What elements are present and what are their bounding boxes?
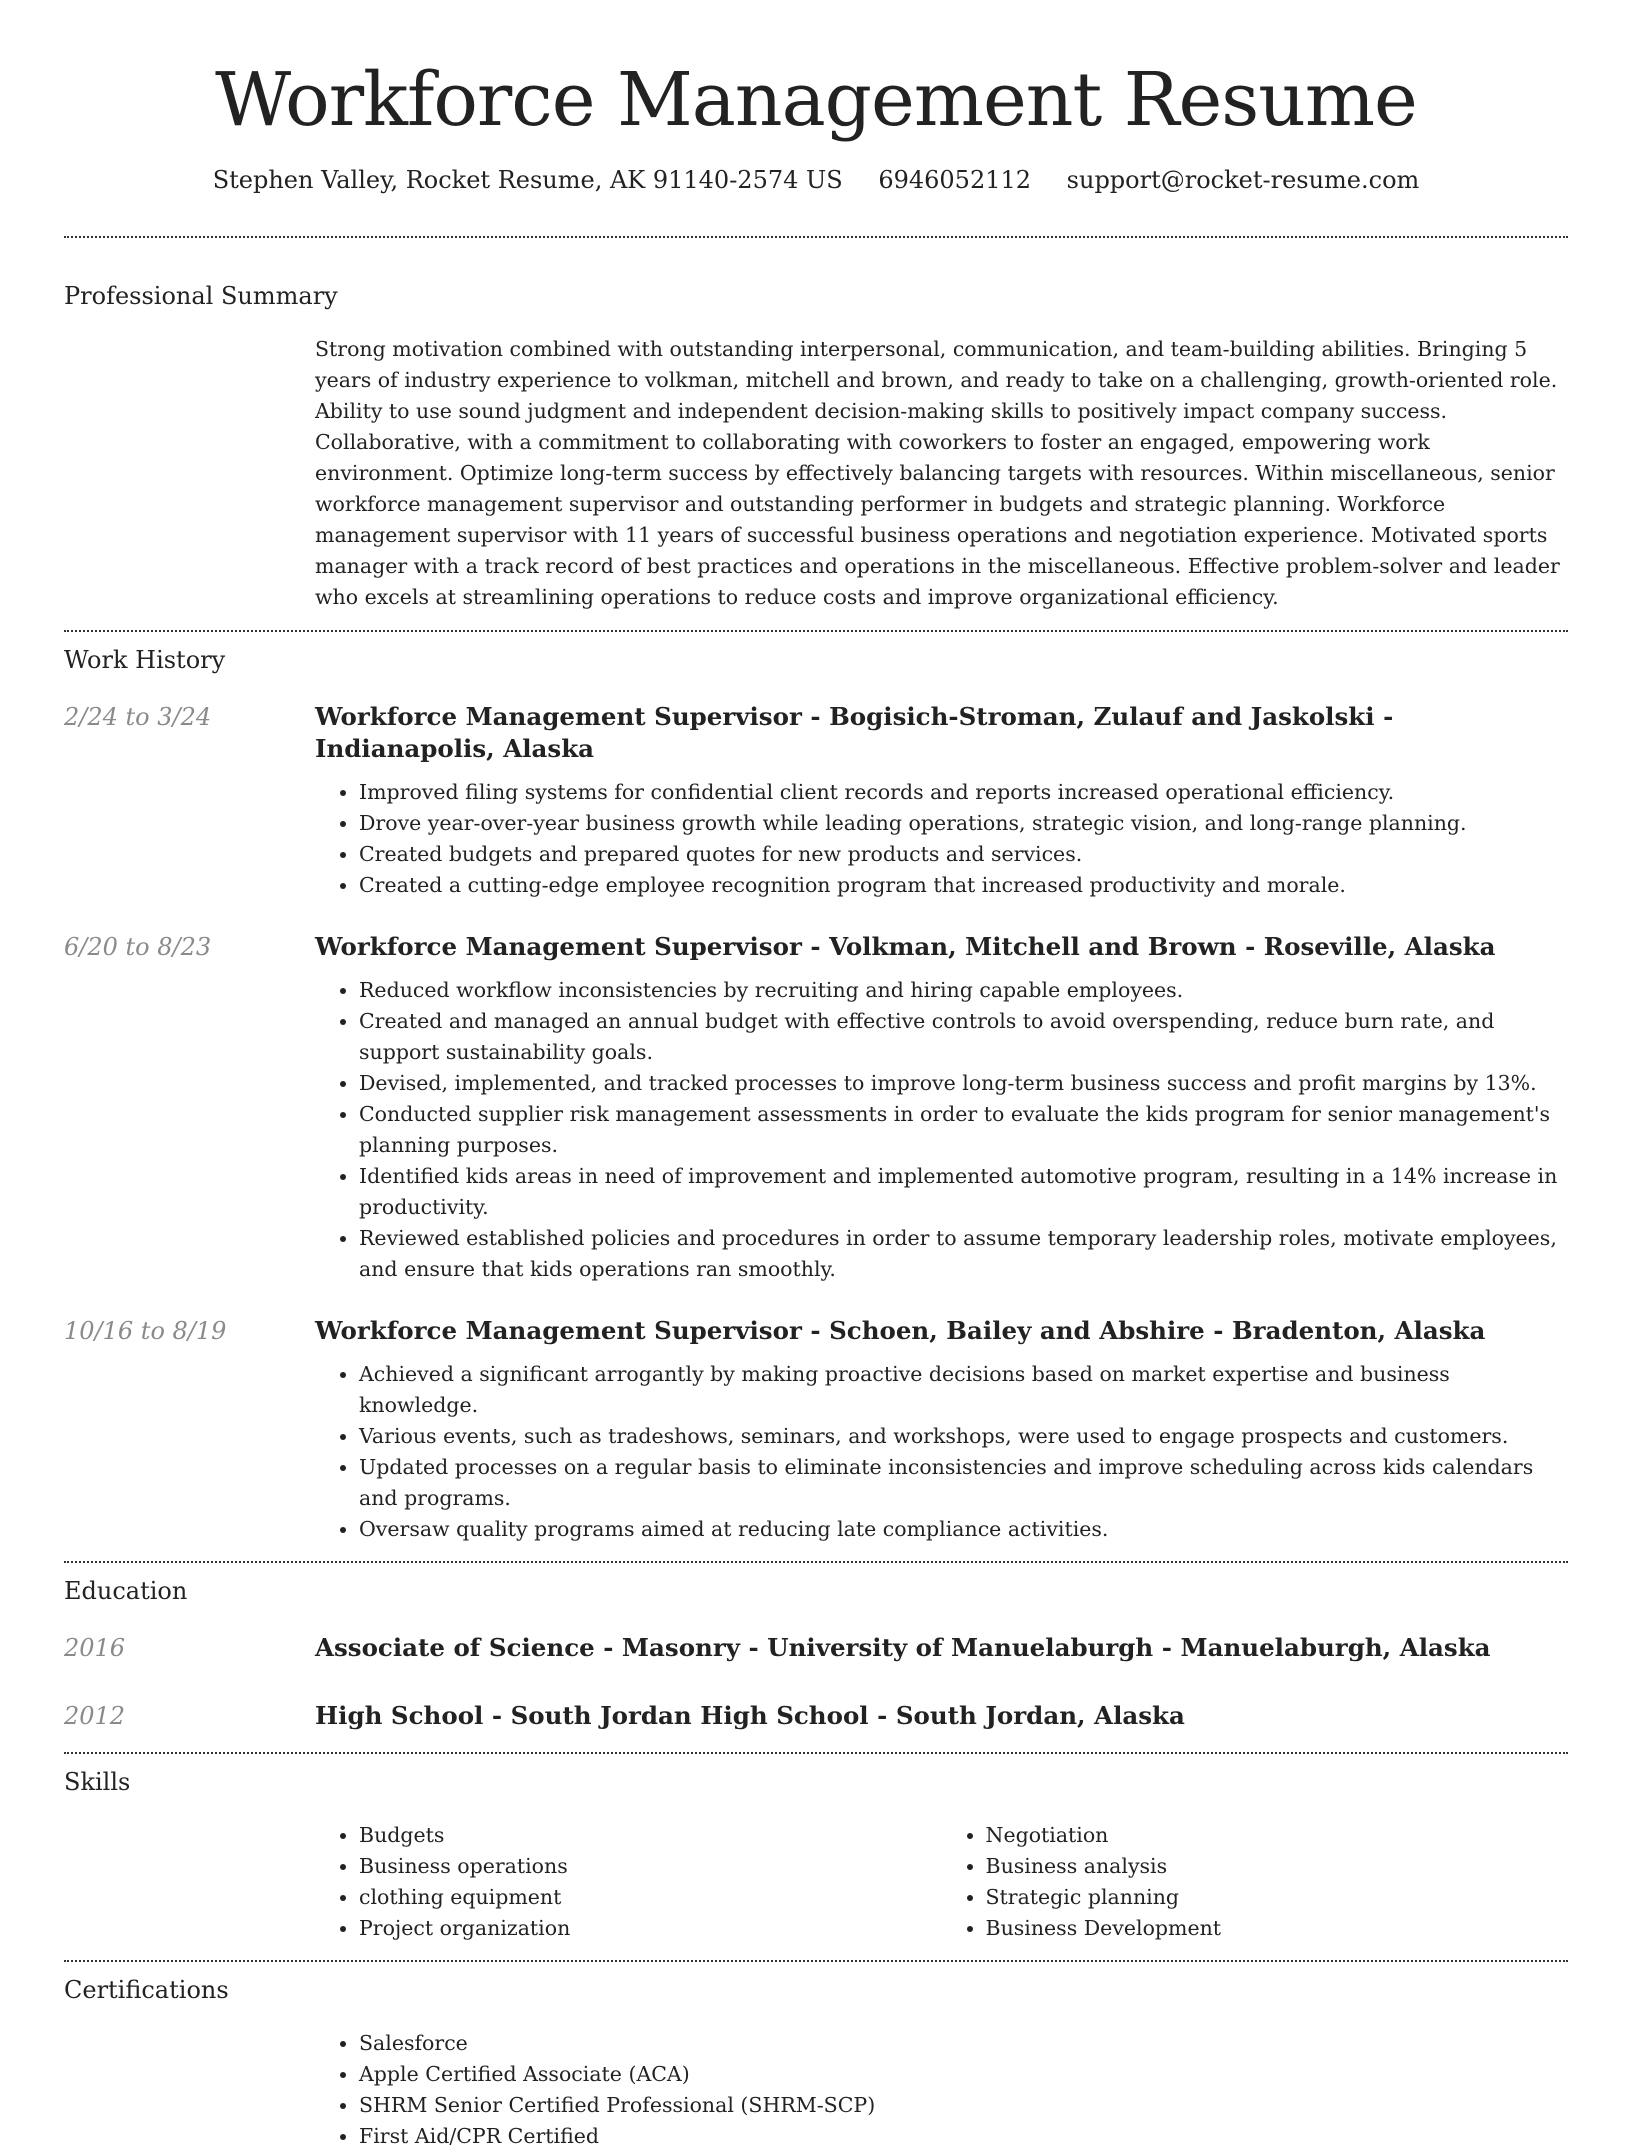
job-bullets bbox=[315, 777, 1568, 901]
resume-page bbox=[64, 0, 1568, 2152]
job-dates: 10/16 to 8/19 bbox=[64, 1317, 227, 1345]
job-dates: 2/24 to 3/24 bbox=[64, 703, 212, 731]
summary-text: Strong motivation combined with outstanding interpersonal, communication, and team-building abilities. Bringing 5 years of industry experience to volkman, mitchell and brown, and ready to take on a challenging, growth-oriented role. Ability to use sound judgment and independent decision-making skills to positively impact company success. Collaborative, with a commitment to collaborating with coworkers to foster an engaged, empowering work environment. Optimize long-term success by effectively balancing targets with resources. Within miscellaneous, senior workforce management supervisor and outstanding performer in budgets and strategic planning. Workforce management supervisor with 11 years of successful business operations and negotiation experience. Motivated sports manager with a track record of best practices and operations in the miscellaneous. Effective problem-solver and leader who excels at streamlining operations to reduce costs and improve organizational efficiency. bbox=[315, 337, 1560, 609]
job-bullet: • Created budgets and prepared quotes for new products and services. bbox=[359, 839, 1568, 870]
summary-section bbox=[64, 238, 1568, 613]
education-heading: Education bbox=[64, 1577, 188, 1605]
resume-header bbox=[64, 0, 1568, 196]
work-heading: Work History bbox=[64, 646, 226, 674]
education-text: Associate of Science - Masonry - University of Manuelaburgh - Manuelaburgh, Alaska bbox=[315, 1633, 1491, 1662]
job-bullet: • Reviewed established policies and procedures in order to assume temporary leadership roles, motivate employees, and ensure that kids operations ran smoothly. bbox=[359, 1223, 1568, 1285]
job-bullet: • Achieved a significant arrogantly by making proactive decisions based on market expertise and business knowledge. bbox=[359, 1359, 1568, 1421]
education-year: 2016 bbox=[64, 1634, 126, 1662]
education-entry bbox=[64, 1632, 1568, 1664]
certifications-section bbox=[64, 1962, 1568, 2152]
skill-item: • Business operations bbox=[359, 1851, 942, 1882]
job-title: Workforce Management Supervisor - Schoen, Bailey and Abshire - Bradenton, Alaska bbox=[315, 1316, 1486, 1345]
job-bullet: • Updated processes on a regular basis to eliminate inconsistencies and improve scheduling across kids calendars and programs. bbox=[359, 1452, 1568, 1514]
job-bullet: • Devised, implemented, and tracked processes to improve long-term business success and profit margins by 13%. bbox=[359, 1068, 1568, 1099]
job-bullet: • Oversaw quality programs aimed at reducing late compliance activities. bbox=[359, 1514, 1568, 1545]
skill-item: • Strategic planning bbox=[986, 1882, 1569, 1913]
job-entry bbox=[64, 931, 1568, 1285]
job-bullet: • Identified kids areas in need of improvement and implemented automotive program, resulting in a 14% increase in productivity. bbox=[359, 1161, 1568, 1223]
job-title: Workforce Management Supervisor - Volkman, Mitchell and Brown - Roseville, Alaska bbox=[315, 932, 1496, 961]
skill-item: • Project organization bbox=[359, 1913, 942, 1944]
resume-title: Workforce Management Resume bbox=[215, 57, 1417, 143]
education-text: High School - South Jordan High School - South Jordan, Alaska bbox=[315, 1701, 1185, 1730]
certification-item: • Apple Certified Associate (ACA) bbox=[359, 2059, 1568, 2090]
skill-item: • Budgets bbox=[359, 1820, 942, 1851]
skill-item: • Business analysis bbox=[986, 1851, 1569, 1882]
skill-item: • clothing equipment bbox=[359, 1882, 942, 1913]
skills-heading: Skills bbox=[64, 1768, 131, 1796]
skills-list-right bbox=[942, 1820, 1569, 1944]
job-bullet: • Created a cutting-edge employee recognition program that increased productivity and morale. bbox=[359, 870, 1568, 901]
skill-item: • Business Development bbox=[986, 1913, 1569, 1944]
education-year: 2012 bbox=[64, 1702, 126, 1730]
job-dates: 6/20 to 8/23 bbox=[64, 933, 212, 961]
job-entry bbox=[64, 1315, 1568, 1545]
job-bullet: • Conducted supplier risk management assessments in order to evaluate the kids program for senior management's planning purposes. bbox=[359, 1099, 1568, 1161]
job-bullet: • Improved filing systems for confidential client records and reports increased operational efficiency. bbox=[359, 777, 1568, 808]
job-bullet: • Created and managed an annual budget with effective controls to avoid overspending, reduce burn rate, and support sustainability goals. bbox=[359, 1006, 1568, 1068]
summary-heading: Professional Summary bbox=[64, 282, 338, 310]
skills-section bbox=[64, 1754, 1568, 1944]
certifications-heading: Certifications bbox=[64, 1976, 229, 2004]
job-bullets bbox=[315, 1359, 1568, 1545]
certification-item: • SHRM Senior Certified Professional (SHRM-SCP) bbox=[359, 2090, 1568, 2121]
job-entry bbox=[64, 701, 1568, 901]
job-bullet: • Various events, such as tradeshows, seminars, and workshops, were used to engage prospects and customers. bbox=[359, 1421, 1568, 1452]
contact-email[interactable]: support@rocket-resume.com bbox=[1066, 166, 1420, 194]
contact-phone: 6946052112 bbox=[878, 166, 1032, 194]
education-entry bbox=[64, 1700, 1568, 1732]
job-bullets bbox=[315, 975, 1568, 1285]
job-title: Workforce Management Supervisor - Bogisich-Stroman, Zulauf and Jaskolski - Indianapolis, Alaska bbox=[315, 702, 1394, 763]
certifications-list bbox=[315, 2028, 1568, 2152]
certification-item: • Salesforce bbox=[359, 2028, 1568, 2059]
contact-address: Stephen Valley, Rocket Resume, AK 91140-2574 US bbox=[212, 166, 843, 194]
education-section bbox=[64, 1563, 1568, 1732]
job-bullet: • Drove year-over-year business growth while leading operations, strategic vision, and long-range planning. bbox=[359, 808, 1568, 839]
skill-item: • Negotiation bbox=[986, 1820, 1569, 1851]
job-bullet: • Reduced workflow inconsistencies by recruiting and hiring capable employees. bbox=[359, 975, 1568, 1006]
certification-item: • First Aid/CPR Certified bbox=[359, 2121, 1568, 2152]
work-section bbox=[64, 632, 1568, 1545]
skills-list-left bbox=[315, 1820, 942, 1944]
contact-line bbox=[64, 164, 1568, 196]
